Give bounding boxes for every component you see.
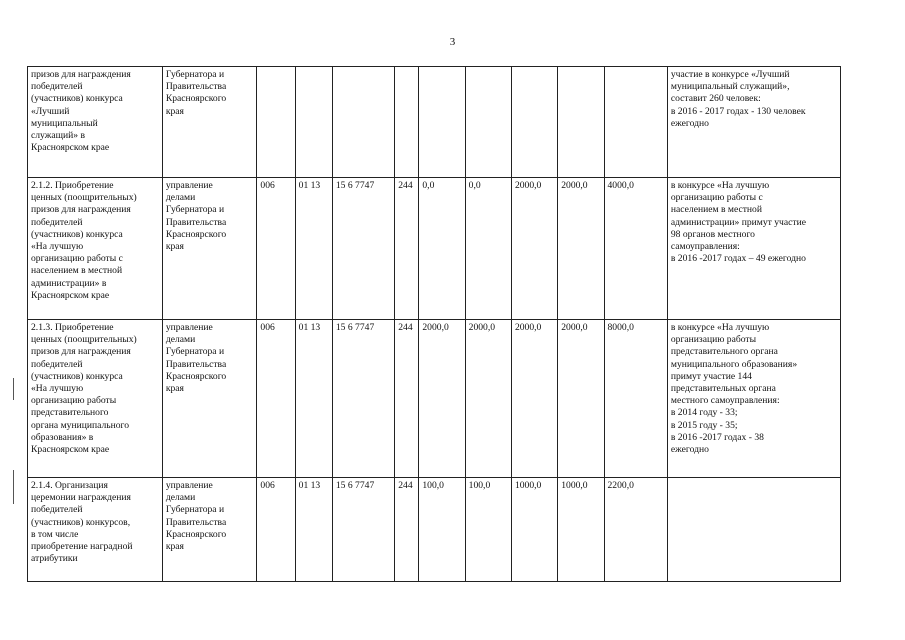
executor-cell: Губернатора и Правительства Красноярского края — [162, 67, 257, 178]
event-name-cell: 2.1.2. Приобретение ценных (поощрительных) призов для награждения победителей (участников) конкурса «На лучшую организацию работы с населением в местной администрации» в Красноярском крае — [28, 178, 163, 320]
total-cell: 2200,0 — [604, 478, 667, 582]
expected-result-cell: в конкурсе «На лучшую организацию работы представительного органа муниципального образования» примут участие 144 представительных органа местного самоуправления: в 2014 году - 33; в 2015 году - 35; в 2016 -2017 годах - 38 ежегодно — [667, 320, 840, 478]
grbs-cell — [257, 67, 295, 178]
scan-margin-mark — [13, 470, 14, 504]
year-2016-cell — [511, 67, 557, 178]
year-2016-cell: 1000,0 — [511, 478, 557, 582]
csr-cell: 15 6 7747 — [332, 178, 394, 320]
table-row — [28, 178, 841, 320]
rzpr-cell: 01 13 — [295, 178, 332, 320]
year-2014-cell: 2000,0 — [419, 320, 465, 478]
executor-cell: управление делами Губернатора и Правительства Красноярского края — [162, 178, 257, 320]
event-name-cell: призов для награждения победителей (участников) конкурса «Лучший муниципальный служащий» в Красноярском крае — [28, 67, 163, 178]
total-cell: 8000,0 — [604, 320, 667, 478]
executor-cell: управление делами Губернатора и Правительства Красноярского края — [162, 478, 257, 582]
total-cell: 4000,0 — [604, 178, 667, 320]
budget-table — [27, 66, 841, 582]
grbs-cell: 006 — [257, 478, 295, 582]
table-row — [28, 478, 841, 582]
csr-cell: 15 6 7747 — [332, 320, 394, 478]
vr-cell: 244 — [395, 478, 419, 582]
rzpr-cell: 01 13 — [295, 478, 332, 582]
year-2014-cell: 0,0 — [419, 178, 465, 320]
year-2015-cell: 0,0 — [465, 178, 511, 320]
year-2015-cell — [465, 67, 511, 178]
page-number: 3 — [449, 36, 456, 48]
grbs-cell: 006 — [257, 320, 295, 478]
vr-cell: 244 — [395, 178, 419, 320]
scan-margin-mark — [13, 378, 14, 400]
event-name-cell: 2.1.3. Приобретение ценных (поощрительных) призов для награждения победителей (участников) конкурса «На лучшую организацию работы представительного органа муниципального образования» в Красноярском крае — [28, 320, 163, 478]
year-2016-cell: 2000,0 — [511, 178, 557, 320]
year-2014-cell — [419, 67, 465, 178]
table-body — [28, 67, 841, 582]
rzpr-cell — [295, 67, 332, 178]
executor-cell: управление делами Губернатора и Правительства Красноярского края — [162, 320, 257, 478]
year-2016-cell: 2000,0 — [511, 320, 557, 478]
rzpr-cell: 01 13 — [295, 320, 332, 478]
table-row — [28, 67, 841, 178]
year-2017-cell: 2000,0 — [558, 178, 604, 320]
expected-result-cell: в конкурсе «На лучшую организацию работы с населением в местной администрации» примут участие 98 органов местного самоуправления: в 2016 -2017 годах – 49 ежегодно — [667, 178, 840, 320]
table-row — [28, 320, 841, 478]
year-2014-cell: 100,0 — [419, 478, 465, 582]
year-2017-cell — [558, 67, 604, 178]
vr-cell — [395, 67, 419, 178]
total-cell — [604, 67, 667, 178]
expected-result-cell — [667, 478, 840, 582]
year-2017-cell: 2000,0 — [558, 320, 604, 478]
grbs-cell: 006 — [257, 178, 295, 320]
csr-cell — [332, 67, 394, 178]
year-2015-cell: 100,0 — [465, 478, 511, 582]
year-2015-cell: 2000,0 — [465, 320, 511, 478]
vr-cell: 244 — [395, 320, 419, 478]
csr-cell: 15 6 7747 — [332, 478, 394, 582]
year-2017-cell: 1000,0 — [558, 478, 604, 582]
event-name-cell: 2.1.4. Организация церемонии награждения победителей (участников) конкурсов, в том числе приобретение наградной атрибутики — [28, 478, 163, 582]
expected-result-cell: участие в конкурсе «Лучший муниципальный служащий», составит 260 человек: в 2016 - 2017 годах - 130 человек ежегодно — [667, 67, 840, 178]
